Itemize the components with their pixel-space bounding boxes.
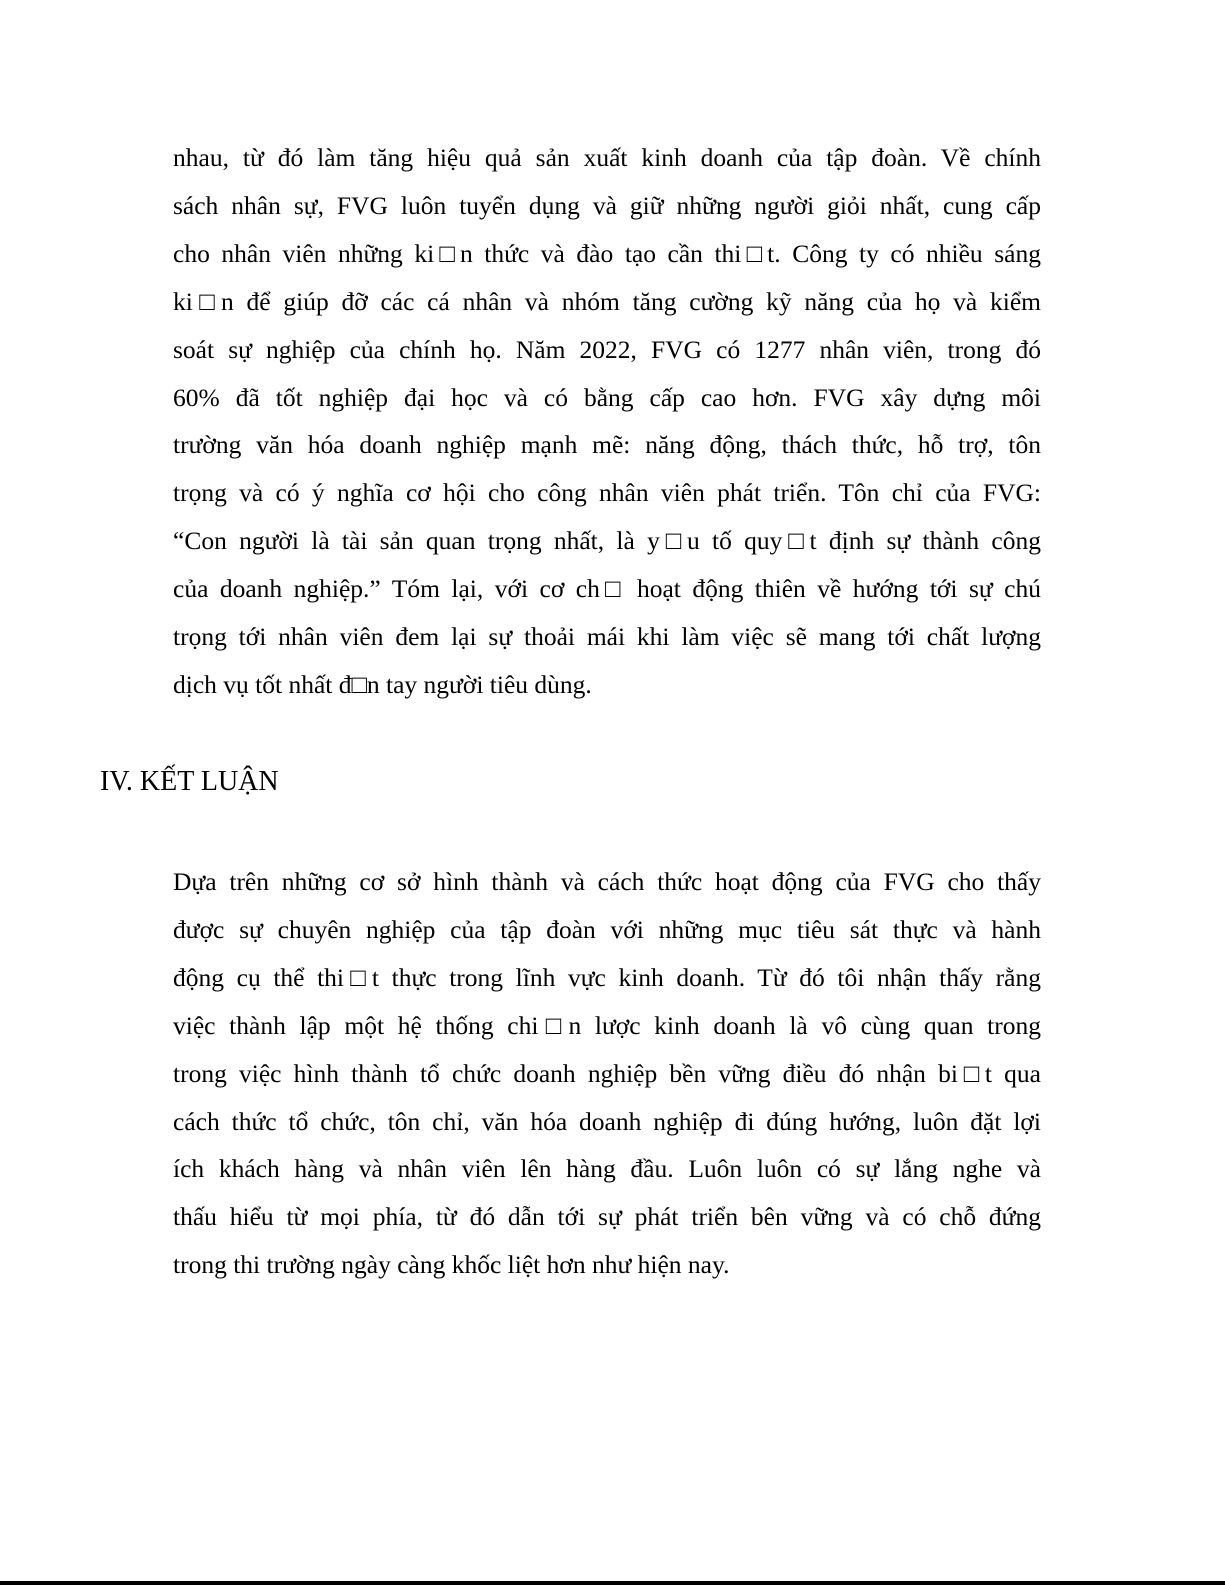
paragraph-line: trường văn hóa doanh nghiệp mạnh mẽ: năng động, thách thức, hỗ trợ, tôn xyxy=(173,430,1041,460)
paragraph-line: việc thành lập một hệ thống chi□n lược kinh doanh là vô cùng quan trong xyxy=(173,1010,1041,1040)
paragraph-line: trọng và có ý nghĩa cơ hội cho công nhân viên phát triển. Tôn chỉ của FVG: xyxy=(173,478,1041,508)
paragraph-line: cho nhân viên những ki□n thức và đào tạo cần thi□t. Công ty có nhiều sáng xyxy=(173,238,1041,268)
paragraph-line: được sự chuyên nghiệp của tập đoàn với những mục tiêu sát thực và hành xyxy=(173,914,1041,944)
paragraph-line: “Con người là tài sản quan trọng nhất, là y□u tố quy□t định sự thành công xyxy=(173,526,1041,556)
paragraph-line: thấu hiểu từ mọi phía, từ đó dẫn tới sự phát triển bên vững và có chỗ đứng xyxy=(173,1202,1041,1232)
paragraph-line: trong thi trường ngày càng khốc liệt hơn như hiện nay. xyxy=(173,1250,730,1280)
section-heading-conclusion: IV. KẾT LUẬN xyxy=(100,766,279,797)
paragraph-line: ích khách hàng và nhân viên lên hàng đầu. Luôn luôn có sự lắng nghe và xyxy=(173,1154,1041,1184)
paragraph-line: cách thức tổ chức, tôn chỉ, văn hóa doanh nghiệp đi đúng hướng, luôn đặt lợi xyxy=(173,1106,1041,1136)
page-bottom-rule xyxy=(0,1581,1225,1585)
paragraph-line: soát sự nghiệp của chính họ. Năm 2022, FVG có 1277 nhân viên, trong đó xyxy=(173,334,1041,364)
paragraph-line: nhau, từ đó làm tăng hiệu quả sản xuất kinh doanh của tập đoàn. Về chính xyxy=(173,143,1041,172)
paragraph-line: 60% đã tốt nghiệp đại học và có bằng cấp cao hơn. FVG xây dựng môi xyxy=(173,382,1041,412)
paragraph-line: trọng tới nhân viên đem lại sự thoải mái khi làm việc sẽ mang tới chất lượng xyxy=(173,622,1041,652)
paragraph-line: của doanh nghiệp.” Tóm lại, với cơ ch□ hoạt động thiên về hướng tới sự chú xyxy=(173,574,1041,604)
paragraph-line: động cụ thể thi□t thực trong lĩnh vực kinh doanh. Từ đó tôi nhận thấy rằng xyxy=(173,962,1041,992)
paragraph-line: trong việc hình thành tổ chức doanh nghiệp bền vững điều đó nhận bi□t qua xyxy=(173,1058,1041,1088)
paragraph-line: ki□n để giúp đỡ các cá nhân và nhóm tăng cường kỹ năng của họ và kiểm xyxy=(173,286,1041,316)
paragraph-line: dịch vụ tốt nhất đ□n tay người tiêu dùng. xyxy=(173,669,592,699)
conclusion-paragraph xyxy=(173,858,1041,1289)
hr-policy-paragraph xyxy=(173,134,1041,709)
paragraph-line: Dựa trên những cơ sở hình thành và cách thức hoạt động của FVG cho thấy xyxy=(173,867,1041,896)
paragraph-line: sách nhân sự, FVG luôn tuyển dụng và giữ những người giỏi nhất, cung cấp xyxy=(173,190,1041,220)
